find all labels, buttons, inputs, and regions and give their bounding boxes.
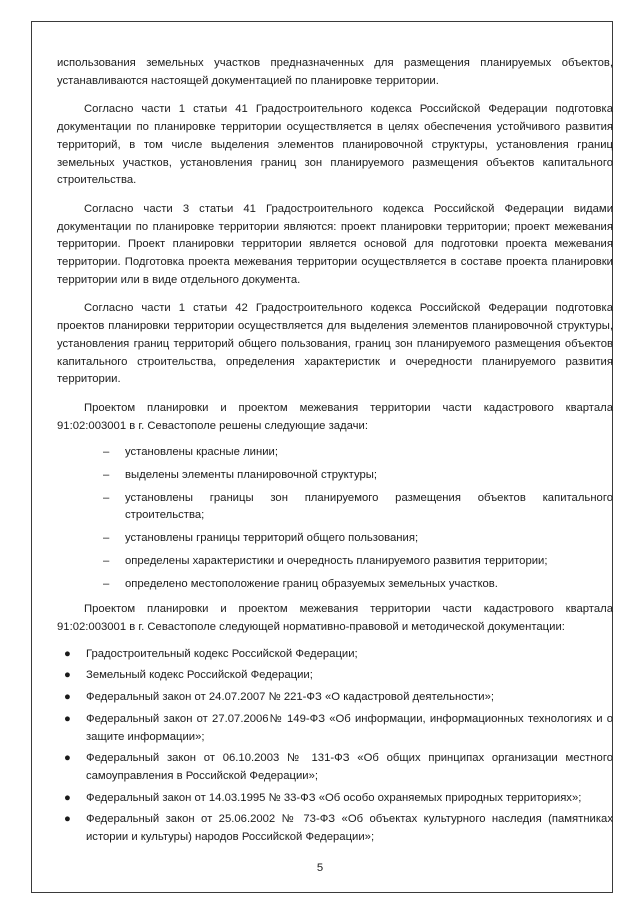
list-item-text: Федеральный закон от 25.06.2002 № 73-ФЗ «Об объектах культурного наследия (памятниках истории и культуры) народов Российской Федерации»; (86, 813, 613, 844)
documents-list (57, 646, 613, 847)
bullet-icon: ● (64, 791, 71, 804)
paragraph-article-41-part-3: Согласно части 3 статьи 41 Градостроительного кодекса Российской Федерации видами документации по планировке территории являются: проект планировки территории; проект межевания территории. Проект планировки территории является основой для подготовки проекта межевания территории. Подготовка проекта межевания территории осуществляется в составе проекта планировки территории или в виде отдельного документа. (57, 202, 613, 286)
paragraph-article-42-part-1: Согласно части 1 статьи 42 Градостроительного кодекса Российской Федерации подготовка проектов планировки территории осуществляется для выделения элементов планировочной структуры, установления границ территорий общего пользования, границ зон планируемого размещения объектов капитального строительства, определения характеристик и очередности планируемого развития территории. (57, 302, 613, 386)
list-item-text: определены характеристики и очередность планируемого развития территории; (125, 554, 548, 567)
list-item (57, 711, 613, 746)
list-item (57, 444, 613, 462)
list-item (57, 646, 613, 664)
list-item (57, 490, 613, 525)
list-item-text: Земельный кодекс Российской Федерации; (86, 669, 313, 682)
dash-marker: – (103, 532, 110, 545)
list-item (57, 689, 613, 707)
list-item-text: Федеральный закон от 27.07.2006№ 149-ФЗ «Об информации, информационных технологиях и о защите информации»; (86, 712, 613, 743)
list-item-text: определено местоположение границ образуемых земельных участков. (125, 577, 498, 590)
paragraph-documents-intro: Проектом планировки и проектом межевания территории части кадастрового квартала 91:02:003001 в г. Севастополе следующей нормативно-правовой и методической документации: (57, 603, 613, 633)
paragraph-intro: использования земельных участков предназначенных для размещения планируемых объектов, устанавливаются настоящей документацией по планировке территории. (57, 57, 613, 87)
list-item (57, 467, 613, 485)
list-item-text: установлены границы зон планируемого размещения объектов капитального строительства; (125, 491, 613, 522)
dash-marker: – (103, 491, 110, 504)
list-item (57, 811, 613, 846)
list-item (57, 667, 613, 685)
document-body (57, 55, 613, 851)
bullet-icon: ● (64, 691, 71, 704)
dash-marker: – (103, 446, 110, 459)
list-item-text: Федеральный закон от 14.03.1995 № 33-ФЗ «Об особо охраняемых природных территориях»; (86, 791, 582, 804)
list-item-text: установлены красные линии; (125, 446, 278, 459)
list-item-text: выделены элементы планировочной структуры; (125, 469, 378, 482)
list-item-text: установлены границы территорий общего пользования; (125, 532, 419, 545)
bullet-icon: ● (64, 712, 71, 725)
list-item (57, 553, 613, 571)
bullet-icon: ● (64, 669, 71, 682)
tasks-list (57, 444, 613, 593)
list-item (57, 530, 613, 548)
dash-marker: – (103, 554, 110, 567)
list-item-text: Федеральный закон от 06.10.2003 № 131-ФЗ «Об общих принципах организации местного самоуправления в Российской Федерации»; (86, 752, 613, 782)
bullet-icon: ● (64, 813, 71, 826)
dash-marker: – (103, 469, 110, 482)
list-item-text: Федеральный закон от 24.07.2007 № 221-ФЗ «О кадастровой деятельности»; (86, 691, 495, 704)
list-item-text: Градостроительный кодекс Российской Федерации; (86, 647, 358, 660)
dash-marker: – (103, 577, 110, 590)
list-item (57, 790, 613, 808)
paragraph-article-41-part-1: Согласно части 1 статьи 41 Градостроительного кодекса Российской Федерации подготовка документации по планировке территории осуществляется в целях обеспечения устойчивого развития территорий, в том числе выделения элементов планировочной структуры, установления границ земельных участков, установления границ зон планируемого размещения объектов капитального строительства. (57, 103, 613, 187)
paragraph-tasks-intro: Проектом планировки и проектом межевания территории части кадастрового квартала 91:02:003001 в г. Севастополе решены следующие задачи: (57, 401, 613, 432)
list-item (57, 576, 613, 594)
list-item (57, 750, 613, 785)
page-number: 5 (316, 862, 324, 874)
bullet-icon: ● (64, 752, 71, 765)
bullet-icon: ● (64, 647, 71, 660)
